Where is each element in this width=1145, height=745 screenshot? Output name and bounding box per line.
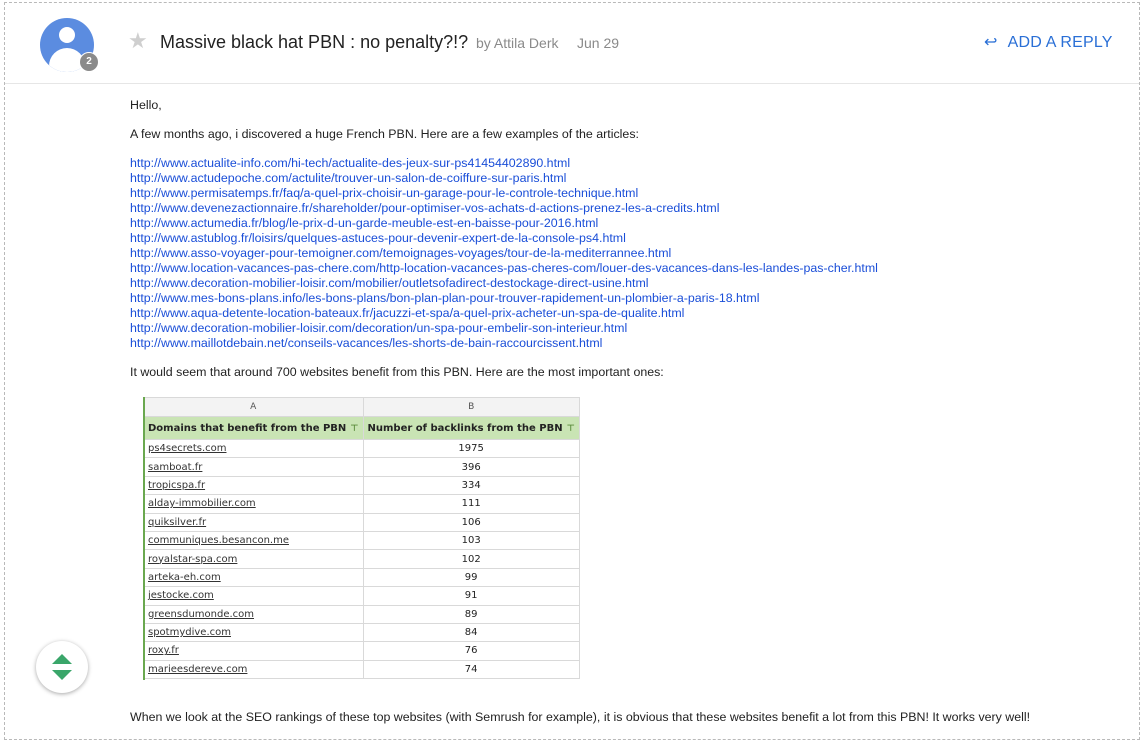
table-row [144,605,580,623]
article-link[interactable]: http://www.decoration-mobilier-loisir.com/decoration/un-spa-pour-embelir-son-interieur.html [130,321,628,335]
table-row [144,476,580,494]
article-link[interactable]: http://www.maillotdebain.net/conseils-vacances/les-shorts-de-bain-raccourcissent.html [130,336,603,350]
domain-cell: spotmydive.com [144,623,364,641]
scroll-navigation-button[interactable] [36,641,88,693]
add-reply-label: ADD A REPLY [1007,34,1113,51]
domain-cell: quiksilver.fr [144,513,364,531]
scroll-down-icon[interactable] [52,670,72,680]
article-link[interactable]: http://www.asso-voyager-pour-temoigner.com/temoignages-voyages/tour-de-la-mediterrannee.html [130,246,672,260]
table-row [144,513,580,531]
table-row [144,531,580,549]
filter-icon[interactable]: ⊤ [566,423,575,434]
column-letter-b: B [363,398,579,417]
intro-text: A few months ago, i discovered a huge French PBN. Here are a few examples of the articles: [130,127,639,141]
article-link[interactable]: http://www.aqua-detente-location-bateaux.fr/jacuzzi-et-spa/a-quel-prix-acheter-un-spa-de-qualite.html [130,306,685,320]
article-link[interactable]: http://www.permisatemps.fr/faq/a-quel-prix-choisir-un-garage-pour-le-controle-technique.html [130,186,639,200]
article-link[interactable]: http://www.actumedia.fr/blog/le-prix-d-un-garde-meuble-est-en-baisse-pour-2016.html [130,216,599,230]
backlink-count-cell: 396 [363,458,579,476]
domain-cell: greensdumonde.com [144,605,364,623]
domain-cell: jestocke.com [144,587,364,605]
table-row [144,568,580,586]
star-icon[interactable]: ★ [128,28,148,53]
reply-arrow-icon: ↩ [984,34,998,51]
article-link[interactable]: http://www.decoration-mobilier-loisir.com/mobilier/outletsofadirect-destockage-direct-usine.html [130,276,649,290]
table-row [144,642,580,660]
conclusion-text: When we look at the SEO rankings of these top websites (with Semrush for example), it is obvious that these websites benefit a lot from this PBN! It works very well! [130,710,1031,725]
backlink-count-cell: 74 [363,660,579,678]
backlink-count-cell: 111 [363,495,579,513]
avatar-head-icon [59,27,75,43]
domain-cell: ps4secrets.com [144,440,364,458]
author-byline[interactable]: by Attila Derk [476,35,559,51]
article-link[interactable]: http://www.devenezactionnaire.fr/shareholder/pour-optimiser-vos-achats-d-actions-prenez-les-a-credits.html [130,201,720,215]
backlinks-spreadsheet [143,397,580,679]
domain-cell: roxy.fr [144,642,364,660]
domain-cell: marieesdereve.com [144,660,364,678]
summary-text: It would seem that around 700 websites benefit from this PBN. Here are the most important ones: [130,365,664,379]
backlink-count-cell: 102 [363,550,579,568]
domain-cell: alday-immobilier.com [144,495,364,513]
backlink-count-cell: 89 [363,605,579,623]
article-link-list [130,156,1120,351]
article-link[interactable]: http://www.actudepoche.com/actulite/trouver-un-salon-de-coiffure-sur-paris.html [130,171,567,185]
article-link[interactable]: http://www.location-vacances-pas-chere.com/http-location-vacances-pas-cheres-com/louer-des-vacances-dans-les-landes-pas-cher.html [130,261,878,275]
article-link[interactable]: http://www.actualite-info.com/hi-tech/actualite-des-jeux-sur-ps41454402890.html [130,156,571,170]
backlink-count-cell: 76 [363,642,579,660]
message-body [130,98,1120,380]
domain-cell: royalstar-spa.com [144,550,364,568]
domain-cell: arteka-eh.com [144,568,364,586]
domain-cell: communiques.besancon.me [144,531,364,549]
table-row [144,660,580,678]
backlink-count-cell: 334 [363,476,579,494]
post-count-badge: 2 [79,52,99,72]
table-row [144,440,580,458]
table-row [144,495,580,513]
backlink-count-cell: 84 [363,623,579,641]
domain-cell: tropicspa.fr [144,476,364,494]
scroll-up-icon[interactable] [52,654,72,664]
filter-icon[interactable]: ⊤ [350,423,359,434]
article-link[interactable]: http://www.mes-bons-plans.info/les-bons-plans/bon-plan-plan-pour-trouver-rapidement-un-plombier-a-paris-18.html [130,291,760,305]
greeting-text: Hello, [130,98,162,112]
table-row [144,550,580,568]
domain-cell: samboat.fr [144,458,364,476]
backlink-count-cell: 103 [363,531,579,549]
backlink-count-cell: 106 [363,513,579,531]
backlink-count-cell: 91 [363,587,579,605]
column-letter-a: A [144,398,364,417]
add-reply-button[interactable] [984,32,1113,52]
table-row [144,587,580,605]
post-date: Jun 29 [577,35,620,51]
domains-column-header: Domains that benefit from the PBN ⊤ [144,417,364,440]
table-row [144,458,580,476]
backlink-count-cell: 99 [363,568,579,586]
thread-title: Massive black hat PBN : no penalty?!? [160,32,469,52]
backlink-count-cell: 1975 [363,440,579,458]
article-link[interactable]: http://www.astublog.fr/loisirs/quelques-astuces-pour-devenir-expert-de-la-console-ps4.html [130,231,626,245]
backlinks-column-header: Number of backlinks from the PBN ⊤ [363,417,579,440]
table-row [144,623,580,641]
